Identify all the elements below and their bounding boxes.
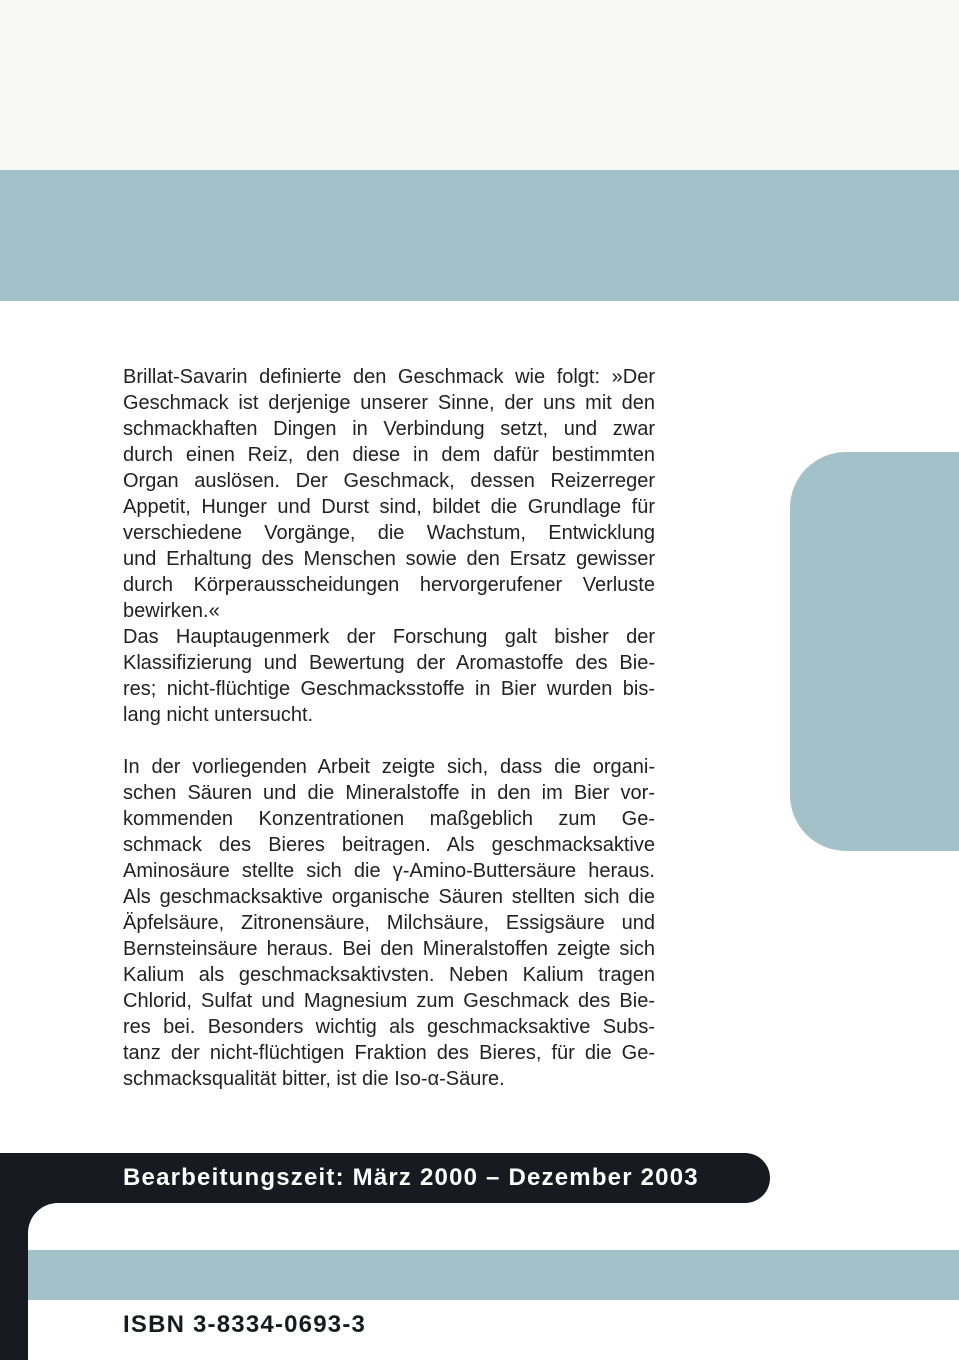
text-line: In der vorliegenden Arbeit zeigte sich, dass die organi- [123,756,655,778]
text-line: Klassifizierung und Bewertung der Aromastoffe des Bie- [123,652,655,674]
text-line: Bernsteinsäure heraus. Bei den Mineralstoffen zeigte sich [123,938,655,960]
top-margin [0,0,959,170]
text-line: schen Säuren und die Mineralstoffe in den im Bier vor- [123,782,655,804]
top-accent-band [0,170,959,301]
text-line: Äpfelsäure, Zitronensäure, Milchsäure, Essigsäure und [123,912,655,934]
text-line: und Erhaltung des Menschen sowie den Ersatz gewisser [123,548,655,570]
text-line: Appetit, Hunger und Durst sind, bildet die Grundlage für [123,496,655,518]
text-line: schmackhaften Dingen in Verbindung setzt, und zwar [123,418,655,440]
abstract-paragraph [123,754,655,1092]
side-accent-tab [790,452,959,851]
abstract-paragraph [123,364,655,624]
bottom-accent-band [28,1250,959,1300]
period-label: Bearbeitungszeit: März 2000 – Dezember 2003 [123,1164,699,1191]
text-line: Das Hauptaugenmerk der Forschung galt bisher der [123,626,655,648]
abstract-paragraph [123,624,655,728]
text-line: kommenden Konzentrationen maßgeblich zum Ge- [123,808,655,830]
text-line: schmacksqualität bitter, ist die Iso-α-Säure. [123,1068,505,1090]
text-line: Brillat-Savarin definierte den Geschmack wie folgt: »Der [123,366,655,388]
isbn-label: ISBN 3-8334-0693-3 [123,1311,367,1338]
text-line: schmack des Bieres beitragen. Als geschmacksaktive [123,834,655,856]
abstract-text [123,364,655,1092]
text-line: Chlorid, Sulfat und Magnesium zum Geschmack des Bie- [123,990,655,1012]
bottom-panel [28,1203,959,1360]
text-line: Kalium als geschmacksaktivsten. Neben Kalium tragen [123,964,655,986]
text-line: res; nicht-flüchtige Geschmacksstoffe in Bier wurden bis- [123,678,655,700]
text-line: lang nicht untersucht. [123,704,314,726]
text-line: verschiedene Vorgänge, die Wachstum, Entwicklung [123,522,655,544]
text-line: durch einen Reiz, den diese in dem dafür bestimmten [123,444,655,466]
text-line: bewirken.« [123,600,220,622]
text-line: Organ auslösen. Der Geschmack, dessen Reizerreger [123,470,655,492]
text-line: Aminosäure stellte sich die γ-Amino-Buttersäure heraus. [123,860,655,882]
text-line: Als geschmacksaktive organische Säuren stellten sich die [123,886,655,908]
text-line: tanz der nicht-flüchtigen Fraktion des Bieres, für die Ge- [123,1042,655,1064]
text-line: res bei. Besonders wichtig als geschmacksaktive Subs- [123,1016,655,1038]
period-band [0,1153,770,1203]
text-line: Geschmack ist derjenige unserer Sinne, der uns mit den [123,392,655,414]
text-line: durch Körperausscheidungen hervorgerufener Verluste [123,574,655,596]
